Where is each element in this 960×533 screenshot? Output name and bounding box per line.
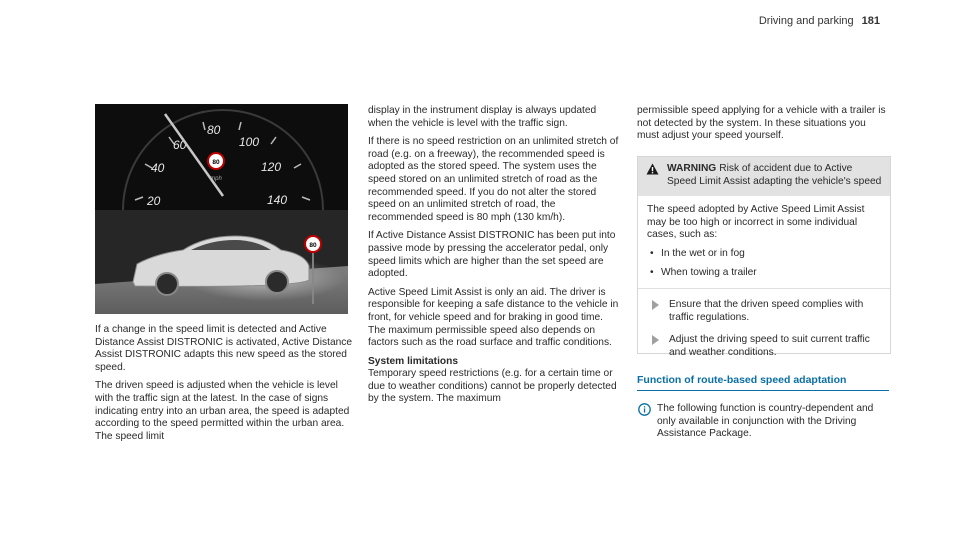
warning-box (637, 156, 891, 358)
system-limitations-heading: System limitations (368, 355, 459, 367)
warning-step-2 (647, 334, 882, 359)
step-arrow-icon (652, 335, 659, 345)
warning-title: Risk of accident due to Active Speed Limit Assist adapting the vehicle's speed (667, 163, 882, 187)
step-1-text: Ensure that the driven speed complies with traffic regulations. (669, 298, 864, 323)
info-icon (638, 403, 651, 421)
list-item: • When towing a trailer (647, 267, 882, 280)
info-note (637, 403, 889, 447)
col2-paragraph-4: Active Speed Limit Assist is only an aid. The driver is responsible for keeping a safe distance to the vehicle in front, for vehicle speed and for braking in good time. The maximum permissible speed also depends on factors such as the road surface and traffic conditions. (368, 286, 619, 349)
column-1 (95, 324, 353, 449)
warning-label: WARNING (667, 163, 717, 174)
col2-paragraph-5: Temporary speed restrictions (e.g. for a certain time or due to weather conditions) cannot be properly detected by the system. The maximum (368, 368, 617, 405)
note-text: The following function is country-dependent and only available in conjunction with the Driving Assistance Package. (657, 403, 874, 440)
tick-60: 60 (173, 138, 187, 152)
col2-paragraph-2: If there is no speed restriction on an unlimited stretch of road (e.g. on a freeway), the recommended speed is adopted as the stored speed. The system uses the speed stored on an unlimited stretch of road as the recommended speed. If you do not alter the stored speed on an unlimited stretch of road, the recommended speed is 80 mph (130 km/h). (368, 136, 619, 223)
step-2-text: Adjust the driving speed to suit current traffic and weather conditions. (669, 334, 870, 358)
col1-paragraph-1: If a change in the speed limit is detected and Active Distance Assist DISTRONIC is activated, Active Distance Assist DISTRONIC adapts this new speed as the stored speed. (95, 324, 353, 373)
speedometer-illustration (95, 104, 348, 314)
warning-intro: The speed adopted by Active Speed Limit Assist may be too high or incorrect in some individual cases, such as: (647, 204, 865, 241)
tick-100: 100 (239, 135, 260, 149)
illustration-svg (95, 104, 348, 314)
col2-paragraph-3: If Active Distance Assist DISTRONIC has been put into passive mode by pressing the accelerator pedal, only speed limits which are higher than the set speed are adopted. (368, 230, 616, 280)
warning-header (638, 157, 890, 196)
tick-140: 140 (267, 193, 288, 207)
step-arrow-icon (652, 300, 659, 310)
divider (638, 288, 890, 289)
page-number: 181 (861, 15, 880, 27)
section-name: Driving and parking (758, 15, 854, 27)
tick-40: 40 (151, 161, 165, 175)
tick-20: 20 (147, 194, 161, 208)
col1-paragraph-2: The driven speed is adjusted when the vehicle is level with the traffic sign at the latest. In the case of signs indicating entry into an urban area, the speed is adapted according to the speed permitted within the urban area. The speed limit (95, 380, 350, 442)
center-sign-value: 80 (212, 159, 220, 166)
list-item: • In the wet or in fog (647, 248, 882, 261)
column-3 (637, 105, 889, 149)
warning-body (638, 196, 890, 359)
warning-bullets (647, 248, 882, 280)
warning-triangle-icon (646, 163, 659, 180)
unit-label: mph (210, 176, 222, 182)
tick-80: 80 (207, 123, 221, 137)
warning-step-1 (647, 299, 882, 324)
road-sign-value: 80 (309, 242, 317, 249)
page-header (700, 15, 880, 27)
section-heading: Function of route-based speed adaptation (637, 374, 889, 391)
col3-paragraph-1: permissible speed applying for a vehicle with a trailer is not detected by the system. In these situations you must adjust your speed yourself. (637, 105, 886, 142)
col2-paragraph-1: display in the instrument display is always updated when the vehicle is level with the traffic sign. (368, 105, 597, 129)
column-2 (368, 105, 620, 412)
tick-120: 120 (261, 160, 282, 174)
